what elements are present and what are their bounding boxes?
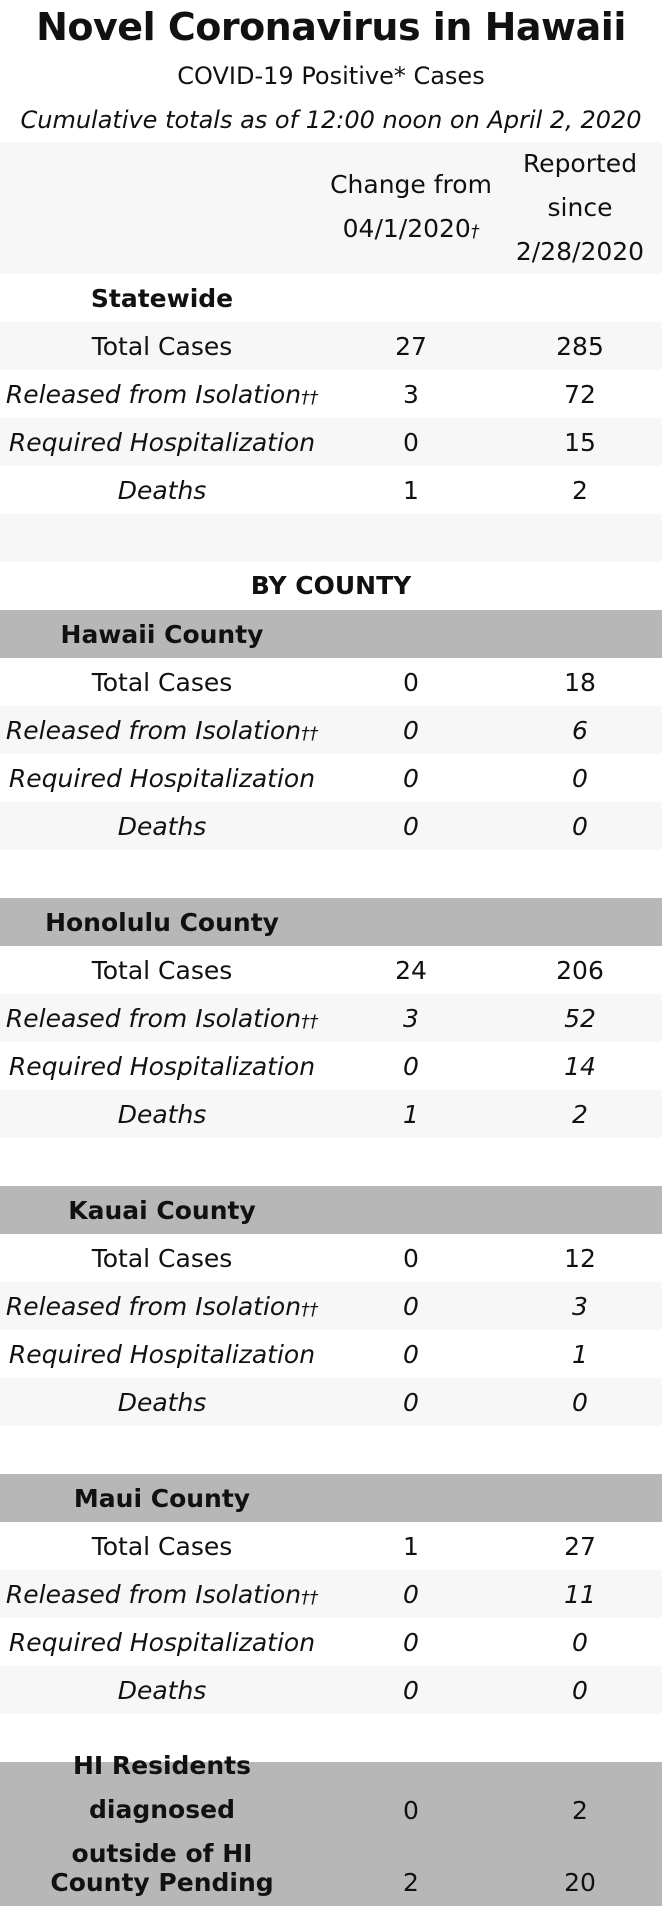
table-row	[0, 1618, 662, 1666]
header-reported	[498, 142, 662, 274]
row-change: 0	[403, 1051, 419, 1081]
row-label: Released from Isolation††	[5, 1291, 319, 1321]
table-row	[0, 1090, 662, 1138]
row-label: Released from Isolation††	[5, 1003, 319, 1033]
county-header-honolulu	[0, 898, 662, 946]
table-row	[0, 418, 662, 466]
header-reported-line1: Reported	[522, 149, 638, 178]
row-change: 0	[403, 1387, 419, 1417]
row-label: Deaths	[117, 475, 207, 505]
table-row	[0, 754, 662, 802]
row-reported: 6	[572, 715, 588, 745]
row-label: Deaths	[117, 1675, 207, 1705]
row-change: 27	[395, 331, 427, 361]
table-row	[0, 1666, 662, 1714]
row-reported: 14	[564, 1051, 596, 1081]
table-row	[0, 466, 662, 514]
row-reported: 27	[564, 1531, 596, 1561]
county-header-hawaii	[0, 610, 662, 658]
row-change: 0	[403, 1291, 419, 1321]
row-reported: 0	[572, 763, 588, 793]
row-change: 0	[403, 1795, 419, 1825]
double-dagger-mark: ††	[301, 1011, 319, 1032]
row-change: 0	[403, 1243, 419, 1273]
row-change: 0	[403, 427, 419, 457]
row-change: 0	[403, 811, 419, 841]
row-reported: 2	[572, 475, 588, 505]
header-change-line2	[324, 207, 498, 254]
table-row	[0, 1282, 662, 1330]
table-row	[0, 658, 662, 706]
row-label: Required Hospitalization	[8, 1339, 316, 1369]
row-label: Required Hospitalization	[8, 427, 316, 457]
row-change: 0	[403, 715, 419, 745]
by-county-heading: BY COUNTY	[250, 571, 412, 600]
table-row	[0, 946, 662, 994]
row-spacer	[0, 850, 662, 898]
table-row	[0, 370, 662, 418]
row-reported: 0	[572, 811, 588, 841]
dagger-footnote-mark: †	[470, 221, 480, 242]
page-subtitle: COVID-19 Positive* Cases	[177, 62, 485, 90]
residents-outside-label: HI Residents diagnosed outside of HI	[71, 1751, 253, 1868]
row-change: 3	[403, 379, 419, 409]
table-row	[0, 1042, 662, 1090]
row-label: Released from Isolation††	[5, 715, 319, 745]
row-reported: 0	[572, 1387, 588, 1417]
row-change: 0	[403, 1579, 419, 1609]
table-row	[0, 994, 662, 1042]
row-reported: 2	[572, 1795, 588, 1825]
county-header-kauai	[0, 1186, 662, 1234]
cumulative-note: Cumulative totals as of 12:00 noon on April 2, 2020	[20, 106, 642, 134]
row-change: 0	[403, 667, 419, 697]
row-reported: 0	[572, 1675, 588, 1705]
table-row	[0, 1330, 662, 1378]
county-title: Kauai County	[68, 1195, 256, 1225]
row-change: 3	[403, 1003, 419, 1033]
row-spacer	[0, 1138, 662, 1186]
row-label: Deaths	[117, 1387, 207, 1417]
row-reported: 1	[572, 1339, 588, 1369]
row-change: 2	[403, 1867, 419, 1897]
row-change: 24	[395, 955, 427, 985]
row-label: Released from Isolation††	[5, 379, 319, 409]
row-reported: 18	[564, 667, 596, 697]
row-reported: 2	[572, 1099, 588, 1129]
row-label: Deaths	[117, 811, 207, 841]
row-reported: 206	[556, 955, 604, 985]
table-row	[0, 1378, 662, 1426]
row-reported: 0	[572, 1627, 588, 1657]
row-reported: 285	[556, 331, 604, 361]
row-reported: 11	[564, 1579, 596, 1609]
table-header	[0, 142, 662, 274]
county-title: Honolulu County	[45, 907, 279, 937]
double-dagger-mark: ††	[301, 387, 319, 408]
header-change-date: 04/1/2020	[342, 213, 471, 243]
header-reported-line3: 2/28/2020	[515, 237, 645, 266]
county-title: Maui County	[73, 1483, 251, 1513]
row-label: Released from Isolation††	[5, 1579, 319, 1609]
table-row	[0, 1570, 662, 1618]
row-change: 0	[403, 763, 419, 793]
county-title: Hawaii County	[60, 619, 264, 649]
residents-outside-row	[0, 1751, 662, 1868]
table-row	[0, 1522, 662, 1570]
row-label: Required Hospitalization	[8, 1627, 316, 1657]
row-reported: 3	[572, 1291, 588, 1321]
row-reported: 72	[564, 379, 596, 409]
row-label: Total Cases	[91, 667, 233, 697]
row-reported: 52	[564, 1003, 596, 1033]
table-row	[0, 322, 662, 370]
row-reported: 20	[564, 1867, 596, 1897]
row-change: 1	[403, 1531, 419, 1561]
section-title-statewide	[0, 274, 662, 322]
row-change: 1	[403, 1099, 419, 1129]
county-pending-label: County Pending	[50, 1867, 274, 1897]
row-spacer	[0, 514, 662, 562]
double-dagger-mark: ††	[301, 1299, 319, 1320]
header-change	[324, 163, 498, 254]
row-change: 0	[403, 1627, 419, 1657]
table-row	[0, 802, 662, 850]
row-label: Deaths	[117, 1099, 207, 1129]
row-label: Required Hospitalization	[8, 1051, 316, 1081]
double-dagger-mark: ††	[301, 723, 319, 744]
table-row	[0, 1234, 662, 1282]
row-spacer	[0, 1426, 662, 1474]
row-label: Total Cases	[91, 331, 233, 361]
row-reported: 12	[564, 1243, 596, 1273]
header-reported-line2: since	[547, 193, 613, 222]
table-row	[0, 706, 662, 754]
row-label: Total Cases	[91, 955, 233, 985]
row-label: Total Cases	[91, 1243, 233, 1273]
row-label: Required Hospitalization	[8, 763, 316, 793]
header-change-line1: Change from	[330, 169, 492, 199]
section-title: Statewide	[90, 283, 234, 313]
row-label: Total Cases	[91, 1531, 233, 1561]
row-change: 0	[403, 1339, 419, 1369]
row-change: 1	[403, 475, 419, 505]
county-header-maui	[0, 1474, 662, 1522]
page-title: Novel Coronavirus in Hawaii	[36, 5, 626, 49]
row-change: 0	[403, 1675, 419, 1705]
row-reported: 15	[564, 427, 596, 457]
double-dagger-mark: ††	[301, 1587, 319, 1608]
